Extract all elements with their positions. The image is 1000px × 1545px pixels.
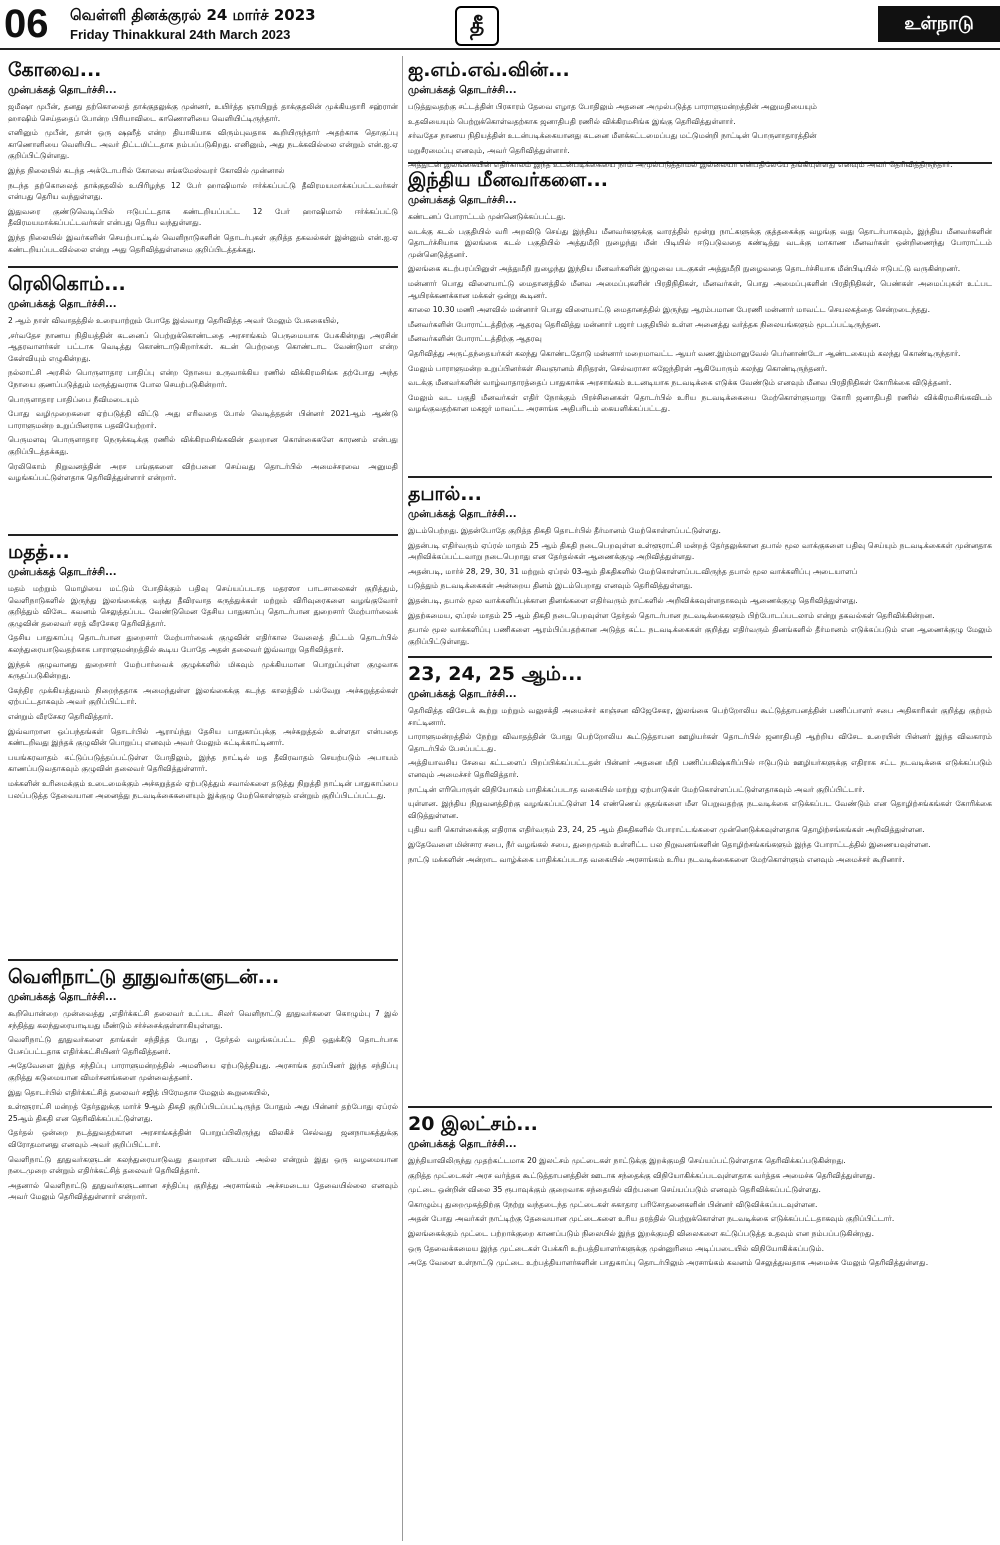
article-continuation-label: முன்பக்கத் தொடர்ச்சி... (408, 195, 517, 206)
article-paragraph: அதன்படி, மார்ச் 28, 29, 30, 31 மற்றும் ஏப்ரல் 03ஆம் திகதிகளில் மேற்கொள்ளப்படவிருந்த தபால் மூல வாக்களிப்பு அடையாளப் (408, 566, 858, 576)
section-label: உள்நாடு (878, 6, 1000, 42)
page-header (0, 0, 1000, 50)
article-kovai (8, 58, 398, 263)
article-paragraph: என்றும் வீரசேகர தெரிவித்தார். (8, 711, 114, 721)
article-paragraph: மக்களின் உரிமைக்கும் உடைமைக்கும் அச்சுறுத்தல் ஏற்படுத்தும் சவால்களை தடுத்து நிறுத்தி நாட்டின் பாதுகாப்பை பலப்படுத்த தேவையான அனைத்து நடவடிக்கைகளையும் இக்குழு மேற்கொள்ளும் என்றும் குறிப்பிடப்பட்டது. (8, 778, 398, 800)
article-continuation-label: முன்பக்கத் தொடர்ச்சி... (8, 567, 117, 578)
article-religion (8, 540, 398, 955)
article-paragraph: அத்துடன் இலங்கையின் எதிர்காலம் இந்த உடன்படிக்கையை நாம் அமுல்படுத்தாமல் இல்லையா என்பதிலேயே தங்கியுள்ளது எனவும் அவர் தெரிவித்திருந்தார். (408, 160, 953, 170)
article-paragraph: இதன்படி, தபால் மூல வாக்களிப்புக்கான தினங்களை எதிர்வரும் நாட்களில் அறிவிக்கவுள்ளதாகவும் ஆணைக்குழு தெரிவித்துள்ளது. (408, 595, 858, 605)
article-paragraph: இடம்பெற்றது. இதன்போதே குறித்த திகதி தொடர்பில் தீர்மானம் மேற்கொள்ளப்பட்டுள்ளது. (408, 526, 721, 535)
article-paragraph: வெளிநாட்டு தூதுவர்களை தாங்கள் சந்தித்த போது , தேர்தல் வழங்கப்பட்ட நிதி ஒதுக்கீடு தொடர்பாக பேசப்பட்டதாக எதிர்க்கட்சியினர் தெரிவித்தனர். (8, 1035, 398, 1056)
article-paragraph: உதவியையும் பெற்றுக்கொள்வதற்காக ஜனாதிபதி ரணில் விக்கிரமசிங்க இங்கு தெரிவித்துள்ளார். (408, 116, 736, 126)
column-divider (402, 56, 403, 1541)
article-paragraph: மேலும் வட பகுதி மீனவர்கள் எதிர் நோக்கும் பிரச்சினைகள் தொடர்பில் உரிய நடவடிக்கையை மேற்கொள்ளுமாறு கோரி ஜனாதிபதி ரணில் விக்கிரமசிங்கவிடம் வழங்குவதற்கான மகஜர் மாவட்ட அரசாங்க அதிபரிடம் கையளிக்கப்பட்டது. (408, 392, 992, 414)
article-paragraph: இதேவேளை மின்சார சபை, நீர் வழங்கல் சபை, துறைமுகம் உள்ளிட்ட பல நிறுவனங்களின் தொழிற்சங்கங்களும் இந்த போராட்டத்தில் இணையவுள்ளன. (408, 839, 931, 849)
article-paragraph: இந்தக் குழுவானது துறைசார் மேற்பார்வைக் குழுக்களில் மிகவும் முக்கியமான பொறுப்புள்ள குழுவாக கருதப்படுகின்றது. (8, 659, 398, 681)
article-continuation-label: முன்பக்கத் தொடர்ச்சி... (408, 689, 517, 700)
article-paragraph: அதன் போது அவர்கள் நாட்டிற்கு தேவையான முட்டைகளை உரிய தரத்தில் பெற்றுக்கொள்ள நடவடிக்கை எடுக்கப்பட்டதாகவும் குறிப்பிட்டார். (408, 1214, 895, 1224)
article-paragraph: நடந்த தற்கொலைத் தாக்குதலில் உயிரிழந்த 12 பேர் ஹாஷிமால் ஈர்க்கப்பட்டு தீவிரமயமாக்கப்பட்டவர்கள் என்பது தெரிய வந்துள்ளது. (8, 180, 398, 202)
article-paragraph: கொழும்பு துறைமுகத்திற்கு நேற்று வந்தடைந்த முட்டைகள் சுகாதார பரிசோதனைகளின் பின்னர் விடுவிக்கப்படவுள்ளன. (408, 1199, 818, 1209)
article-continuation-label: முன்பக்கத் தொடர்ச்சி... (8, 85, 117, 96)
article-paragraph: இந்தியாவிலிருந்து முதற்கட்டமாக 20 இலட்சம் முட்டைகள் நாட்டுக்கு இறக்குமதி செய்யப்பட்டுள்ளதாக தெரிவிக்கப்படுகின்றது. (408, 1156, 846, 1165)
article-continuation-label: முன்பக்கத் தொடர்ச்சி... (8, 992, 117, 1003)
article-paragraph: குறித்த முட்டைகள் அரச வர்த்தக கூட்டுத்தாபனத்தின் ஊடாக சந்தைக்கு விநியோகிக்கப்படவுள்ளதாக வர்த்தக அமைச்சு தெரிவித்துள்ளது. (408, 1170, 876, 1180)
article-eggs (408, 1112, 992, 1540)
article-paragraph: உள்ளூராட்சி மன்றத் தேர்தலுக்கு மார்ச் 9ஆம் திகதி குறிப்பிடப்பட்டிருந்த போதும் அது பின்னர் தற்போது ஏப்ரல் 25ஆம் திகதி என தெரிவிக்கப்பட்டுள்ளது. (8, 1102, 398, 1123)
article-paragraph: இதற்கமைய, ஏப்ரல் மாதம் 25 ஆம் திகதி நடைபெறவுள்ள தேர்தல் தொடர்பான நடவடிக்கைகளும் பிற்போடப்படலாம் என்று தகவல்கள் தெரிவிக்கின்றன. (408, 610, 935, 620)
article-paragraph: தேசிய பாதுகாப்பு தொடர்பான துறைசார் மேற்பார்வைக் குழுவின் எதிர்கால வேலைத் திட்டம் தொடர்பில் கலந்துரையாடுவதற்காக பாராளுமன்றத்தில் கூடிய போதே அதன் தலைவர் இவ்வாறு தெரிவித்தார். (8, 633, 398, 654)
article-paragraph: அதேவேளை இந்த சந்திப்பு பாராளுமன்றத்தில் அமளியை ஏற்படுத்தியது. அரசாங்க தரப்பினர் இந்த சந்திப்பு குறித்து கடுமையான விமர்சனங்களை முன்வைத்தனர். (8, 1061, 398, 1082)
article-paragraph: படுத்தும் நடவடிக்கைகள் அன்றைய தினம் இடம்பெறாது எனவும் தெரிவித்துள்ளது. (408, 581, 693, 591)
article-paragraph: இலங்கை கடற்பரப்பினுள் அத்துமீறி நுழைந்து இந்திய மீனவர்களின் இழுவை படகுகள் அத்துமீறி நுழைவதை தொடர்ச்சியாக மீன்பிடியில் ஈடுபட்டு வருகின்றனர். (408, 264, 961, 274)
article-paragraph: இலங்கைக்கும் முட்டை பற்றாக்குறை காணப்படும் நிலையில் இந்த இறக்குமதி விலைகளை கட்டுப்படுத்த உதவும் என நம்பப்படுகின்றது. (408, 1228, 875, 1238)
dateline-english: Friday Thinakkural 24th March 2023 (70, 27, 291, 42)
article-title: கோவை... (8, 59, 102, 81)
article-divider (408, 1106, 992, 1108)
article-title: இந்திய மீனவர்களை... (408, 169, 608, 191)
article-strike-dates (408, 662, 992, 1102)
article-telecom (8, 272, 398, 530)
article-divider (8, 266, 398, 268)
article-imf (408, 58, 992, 170)
newspaper-logo: தீ (455, 6, 499, 46)
dateline-tamil: வெள்ளி தினக்குரல் 24 மார்ச் 2023 (70, 6, 316, 24)
article-title: 23, 24, 25 ஆம்... (408, 663, 583, 685)
article-title: தபால்... (408, 483, 482, 505)
article-continuation-label: முன்பக்கத் தொடர்ச்சி... (408, 1139, 517, 1150)
article-paragraph: முட்டை ஒன்றின் விலை 35 ரூபாவுக்கும் குறைவாக சந்தையில் விற்பனை செய்யப்படும் எனவும் தெரிவிக்கப்பட்டுள்ளது. (408, 1185, 821, 1195)
article-indian-fishermen (408, 168, 992, 473)
article-paragraph: நாட்டு மக்களின் அன்றாட வாழ்க்கை பாதிக்கப்படாத வகையில் அரசாங்கம் உரிய நடவடிக்கைகளை மேற்கொள்ளும் எனவும் அமைச்சர் கூறினார். (408, 854, 905, 864)
article-paragraph: மேலும் பாராளுமன்ற உறுப்பினர்கள் சிவஞானம் சிறிதரன், செல்வராசா கஜேந்திரன் ஆகியோரும் கலந்து கொண்டிருந்தனர். (408, 363, 828, 373)
article-divider (408, 656, 992, 658)
article-paragraph: பாராளுமன்றத்தில் நேற்று விவாதத்தின் போது பெற்றோலிய கூட்டுத்தாபன ஊழியர்கள் தொடர்பில் ஜனாதிபதி ஆற்றிய விசேட உரையின் பின்னர் இந்த விவகாரம் தொடர்பில் பேசப்பட்டது. (408, 732, 992, 753)
article-divider (8, 534, 398, 536)
article-divider (8, 959, 398, 961)
article-paragraph: ,சர்வதேச நாணய நிதியத்தின் கடனைப் பெற்றுக்கொண்டதை அரசாங்கம் பெருமையாக பேசுகின்றது ,அரசின் ஆதரவாளர்கள் பட்டாசு வெடித்து கொண்டாடுகிறார்கள். கடன் பெற்றதை கொண்டாட வேண்டுமா என்ற கேள்வியும் எழுகின்றது. (8, 330, 398, 363)
article-paragraph: சர்வதேச நாணய நிதியத்தின் உடன்படிக்கையானது கடனை மீளக்கட்டமைப்பது மட்டுமன்றி நாட்டின் பொருளாதாரத்தின் (408, 131, 817, 141)
article-paragraph: நல்லாட்சி அரசில் பொருளாதார பாதிப்பு என்ற நோயை உருவாக்கிய ரணில் விக்கிரமசிங்க தற்போது அந்த நோயை குணப்படுத்தும் மருத்துவராக போல செயற்படுகின்றார். (8, 368, 398, 389)
article-title: ரெலிகொம்... (8, 273, 126, 295)
article-paragraph: பெருமளவு பொருளாதார நெருக்கடிக்கு ரணில் விக்கிரமசிங்கவின் தவறான கொள்கைகளே காரணம் என்பது குறிப்பிடத்தக்கது. (8, 435, 398, 456)
article-paragraph: ஜமீஷா முபீன், தனது தற்கொலைத் தாக்குதலுக்கு முன்னர், உயிர்த்த ஞாயிறுத் தாக்குதலின் முக்கியதாரி சஹ்ரான் ஹாஷிம் செய்ததைப் போன்ற பிரியாவிடை காணொளியை வெளியிட்டிருந்தார். (8, 102, 398, 123)
article-paragraph: இந்த நிலையில் கடந்த அக்டோபரில் கோவை சங்கமேஸ்வரர் கோவில் முன்னால் (8, 165, 285, 175)
article-paragraph: இதன்படி எதிர்வரும் ஏப்ரல் மாதம் 25 ஆம் திகதி நடைபெறவுள்ள உள்ளூராட்சி மன்றத் தேர்தலுக்கான தபால் மூல வாக்குகளை பதிவு செய்யும் நடவடிக்கைகள் முன்னதாக அறிவிக்கப்பட்டவாறு நடைபெறாது என தேர்தல்கள் ஆணைக்குழு அறிவித்துள்ளது. (408, 540, 992, 562)
article-paragraph: வடக்கு மீனவர்களின் வாழ்வாதாரத்தைப் பாதுகாக்க அரசாங்கம் உடனடியாக நடவடிக்கை எடுக்க வேண்டும் எனவும் மீனவ பிரதிநிதிகள் கோரிக்கை விடுத்தனர். (408, 378, 952, 388)
article-paragraph: கண்டனப் போராட்டம் முன்னெடுக்கப்பட்டது. (408, 212, 566, 221)
article-paragraph: ஒரு தேவைக்கமைய இந்த முட்டைகள் பேக்கரி உற்பத்தியாளர்களுக்கு முன்னுரிமை அடிப்படையில் விநியோகிக்கப்படும். (408, 1243, 825, 1253)
article-paragraph: மதம் மற்றும் மொழியை மட்டும் போதிக்கும் பதிவு செய்யப்படாத மதரஸா பாடசாலைகள் குறித்தும், வெளிநாடுகளில் இருந்து இலங்கைக்கு வந்து தீவிரவாத கருத்துக்கள் மற்றும் விரிவுரைகளை வழங்குவோர் குறித்தும் விசேட கவனம் செலுத்தப்பட வேண்டுமென தேசிய பாதுகாப்பு தொடர்பான துறைசார் மேற்பார்வைக் குழுவின் தலைவர் சரத் வீரசேகர தெரிவித்தார். (8, 584, 398, 628)
article-paragraph: எனினும் முபீன், தான் ஒரு ஷஹீத் என்ற தியாகியாக விரும்புவதாக கூறியிருந்தார் அதற்காக தொகுப்பு காணொளியை வெளியிட அவர் திட்டமிட்டதாக நம்பப்படுகிறது. எனினும், அது நடக்கவில்லை என்றும் என்.ஐ.ஏ குறிப்பிட்டுள்ளது. (8, 128, 398, 161)
article-paragraph: இவ்வாறான ஒப்பந்தங்கள் தொடர்பில் ஆராய்ந்து தேசிய பாதுகாப்புக்கு அச்சுறுத்தல் உள்ளதா என்பதை கண்டறிவது இந்தக் குழுவின் பொறுப்பு எனவும் அவர் மேலும் சுட்டிக்காட்டினார். (8, 726, 398, 748)
article-paragraph: தேர்தல் ஒன்றை நடத்துவதற்கான அரசாங்கத்தின் பொறுப்பிலிருந்து விலகிச் செல்வது ஜனநாயகத்துக்கு விரோதமானது எனவும் அவர் குறிப்பிட்டார். (8, 1128, 398, 1149)
article-paragraph: போது வழிமுறைகளை ஏற்படுத்தி விட்டு அது எரிவதை போல் வெடித்ததன் பின்னர் 2021ஆம் ஆண்டு பாராளுமன்ற உறுப்பினராக பதவியேற்றார். (8, 409, 398, 430)
article-paragraph: இது தொடர்பில் எதிர்க்கட்சித் தலைவர் சஜித் பிரேமதாச மேலும் கூறுகையில், (8, 1087, 270, 1097)
article-paragraph: புதிய வரி கொள்கைக்கு எதிராக எதிர்வரும் 23, 24, 25 ஆம் திகதிகளில் போராட்டங்களை முன்னெடுக்கவுள்ளதாக தொழிற்சங்கங்கள் அறிவித்துள்ளன. (408, 825, 925, 835)
article-paragraph: மறுசீரமைப்பு எனவும், அவர் தெரிவித்துள்ளார். (408, 145, 570, 155)
article-title: ஐ.எம்.எவ்.வின்... (408, 59, 570, 81)
article-foreign-envoys (8, 965, 398, 1540)
article-paragraph: நாட்டின் எரிபொருள் விநியோகம் பாதிக்கப்படாத வகையில் மாற்று ஏற்பாடுகள் மேற்கொள்ளப்பட்டுள்ளதாகவும் அவர் குறிப்பிட்டார். (408, 784, 865, 794)
article-continuation-label: முன்பக்கத் தொடர்ச்சி... (408, 509, 517, 520)
article-paragraph: பயங்கரவாதம் கட்டுப்படுத்தப்பட்டுள்ள போதிலும், இந்த நாட்டில் மத தீவிரவாதம் செயற்படும் அபாயம் காணப்படுவதாகவும் குழுவின் தலைவர் தெரிவித்துள்ளார். (8, 752, 398, 774)
article-title: மதத்... (8, 541, 70, 563)
article-paragraph: மன்னார் பொது விளையாட்டு மைதானத்தில் மீனவ அமைப்புகளின் பிரதிநிதிகள், மீனவர்கள், பொது அமைப்புகளின் பிரதிநிதிகள், பெண்கள் அமைப்புகள் உட்பட ஆயிரக்கணக்கான மக்கள் ஒன்று கூடினர். (408, 278, 992, 300)
article-paragraph: காலை 10.30 மணி அளவில் மன்னார் பொது விளையாட்டு மைதானத்தில் இருந்து ஆரம்பமான பேரணி மன்னார் மாவட்ட செயலகத்தை சென்றடைந்தது. (408, 305, 931, 315)
article-paragraph: இந்த நிலையில் இவர்களின் செயற்பாட்டில் வெளிநாடுகளின் தொடர்புகள் குறித்த தகவல்கள் இன்னும் என்.ஐ.ஏ கண்டறியப்படவில்லை என்று அது தெரிவித்துள்ளமை குறிப்பிடத்தக்கது. (8, 232, 398, 254)
article-paragraph: அதே வேளை உள்நாட்டு முட்டை உற்பத்தியாளர்களின் பாதுகாப்பு தொடர்பிலும் அரசாங்கம் கவனம் செலுத்துவதாக அமைச்சு மேலும் தெரிவித்துள்ளது. (408, 1258, 929, 1268)
article-continuation-label: முன்பக்கத் தொடர்ச்சி... (8, 299, 117, 310)
article-paragraph: அதனால் வெளிநாட்டு தூதுவர்களுடனான சந்திப்பு குறித்து அரசாங்கம் அச்சமடைய தேவையில்லை எனவும் அவர் மேலும் தெரிவித்துள்ளார் என்றார். (8, 1180, 398, 1202)
article-paragraph: இதுவரை குண்டுவெடிப்பில் ஈடுபட்டதாக கண்டறியப்பட்ட 12 பேர் ஹாஷிமால் ஈர்க்கப்பட்டு தீவிரமயமாக்கப்பட்டவர்கள் என்பது தெரிய வந்துள்ளது. (8, 206, 398, 228)
article-divider (408, 162, 992, 164)
article-paragraph: மீனவர்களின் போராட்டத்திற்கு ஆதரவு தெரிவித்து மன்னார் பஜார் பகுதியில் உள்ள அனைத்து வர்த்தக நிலையங்களும் மூடப்பட்டிருந்தன. (408, 319, 881, 329)
article-paragraph: மீனவர்களின் போராட்டத்திற்கு ஆதரவு (408, 334, 542, 344)
article-paragraph: கூறியொன்றை முன்வைத்து ,எதிர்க்கட்சி தலைவர் உட்பட சிலர் வெளிநாட்டு தூதுவர்களை கொழும்பு 7 இல் சந்தித்து கலந்துரையாடியது மீண்டும் சர்ச்சைக்குள்ளாகியுள்ளது. (8, 1009, 398, 1030)
article-divider (408, 476, 992, 478)
article-title: வெளிநாட்டு தூதுவர்களுடன்... (8, 966, 280, 988)
article-paragraph: அத்தியாவசிய சேவை கட்டளைப் பிறப்பிக்கப்பட்டதன் பின்னர் அதனை மீறி பணிப்பகிஷ்கரிப்பில் ஈடுபடும் ஊழியர்களுக்கு எதிராக சட்ட நடவடிக்கை எடுக்கப்படும் எனவும் அமைச்சர் தெரிவித்தார். (408, 758, 992, 779)
article-paragraph: ரெலிகொம் நிறுவனத்தின் அரச பங்குகளை விற்பனை செய்வது தொடர்பில் அமைச்சரவை அனுமதி வழங்கப்பட்டுள்ளதாக தெரிவித்துள்ளார் என்றார். (8, 461, 398, 483)
article-paragraph: 2 ஆம் நாள் விவாதத்தில் உரையாற்றும் போதே இவ்வாறு தெரிவித்த அவர் மேலும் பேசுகையில், (8, 316, 339, 325)
article-paragraph: தெரிவித்த விசேடக் கூற்று மற்றும் வலுசக்தி அமைச்சர் காஞ்சன விஜேசேகர, இலங்கை பெற்றோலிய கூட்டுத்தாபனத்தின் பணிப்பாளர் சபை அதிகாரிகள் குறித்து குற்றம் சாட்டினார். (408, 706, 992, 727)
article-title: 20 இலட்சம்... (408, 1113, 538, 1135)
article-paragraph: வடக்கு கடல் பகுதியில் வரி அறவிடு செய்து இந்திய மீனவர்களுக்கு வாரத்தில் மூன்று நாட்களுக்கு குத்தகைக்கு வழங்கு வது தொடர்பாகவும், இந்திய மீனவர்களின் தொடர்ச்சியாக இலங்கை கடல் பகுதியில் அத்துமீறி நுழைந்து மீன் பிடியில் ஈடுபடுவதை கண்டித்து வடக்கு மாகாண மீனவர்கள் ஒன்றிணைந்து போராட்டம் முன்னெடுத்தனர். (408, 226, 992, 259)
article-paragraph: படுத்துவதற்கு சட்டத்தின் பிரகாரம் தேவை எழாத போதிலும் அதனை அமுல்படுத்த பாராளுமன்றத்தின் அனுமதியையும் (408, 102, 818, 111)
article-paragraph: கேந்திர முக்கியத்துவம் நிறைந்ததாக அமைந்துள்ள இலங்கைக்கு கடந்த காலத்தில் பல்வேறு அச்சுறுத்தல்கள் ஏற்பட்டதாகவும் அவர் குறிப்பிட்டார். (8, 685, 398, 707)
article-continuation-label: முன்பக்கத் தொடர்ச்சி... (408, 85, 517, 96)
article-paragraph: வெளிநாட்டு தூதுவர்களுடன் கலந்துரையாடுவது தவறான விடயம் அல்ல என்றும் இது ஒரு வழமையான நடைமுறை என்றும் எதிர்க்கட்சித் தலைவர் தெரிவித்தார். (8, 1154, 398, 1176)
article-paragraph: பொருளாதார பாதிப்பை நீவிமடையும் (8, 394, 139, 404)
article-paragraph: யுள்ளன. இந்திய நிறுவனத்திற்கு வழங்கப்பட்டுள்ள 14 எண்ணெய் குதங்களை மீள பெறுவதற்கு நடவடிக்கை எடுக்கப்பட வேண்டும் என தொழிற்சங்கங்கள் கோரிக்கை விடுத்துள்ளன. (408, 799, 992, 820)
article-paragraph: தெரிவித்து அருட்தந்தையர்கள் கலந்து கொண்டதோடு மன்னார் மறைமாவட்ட ஆயர் வண.இம்மானுவேல் பெர்னாண்டோ ஆண்டகையும் கலந்து கொண்டிருந்தார். (408, 348, 961, 358)
page-number: 06 (4, 2, 49, 46)
article-paragraph: தபால் மூல வாக்களிப்பு பணிகளை ஆரம்பிப்பதற்கான அடுத்த கட்ட நடவடிக்கைகள் குறித்து எதிர்வரும் தினங்களில் தீர்மானம் எடுக்கப்படும் என ஆணைக்குழு மேலும் குறிப்பிட்டுள்ளது. (408, 625, 992, 646)
article-postal (408, 482, 992, 652)
